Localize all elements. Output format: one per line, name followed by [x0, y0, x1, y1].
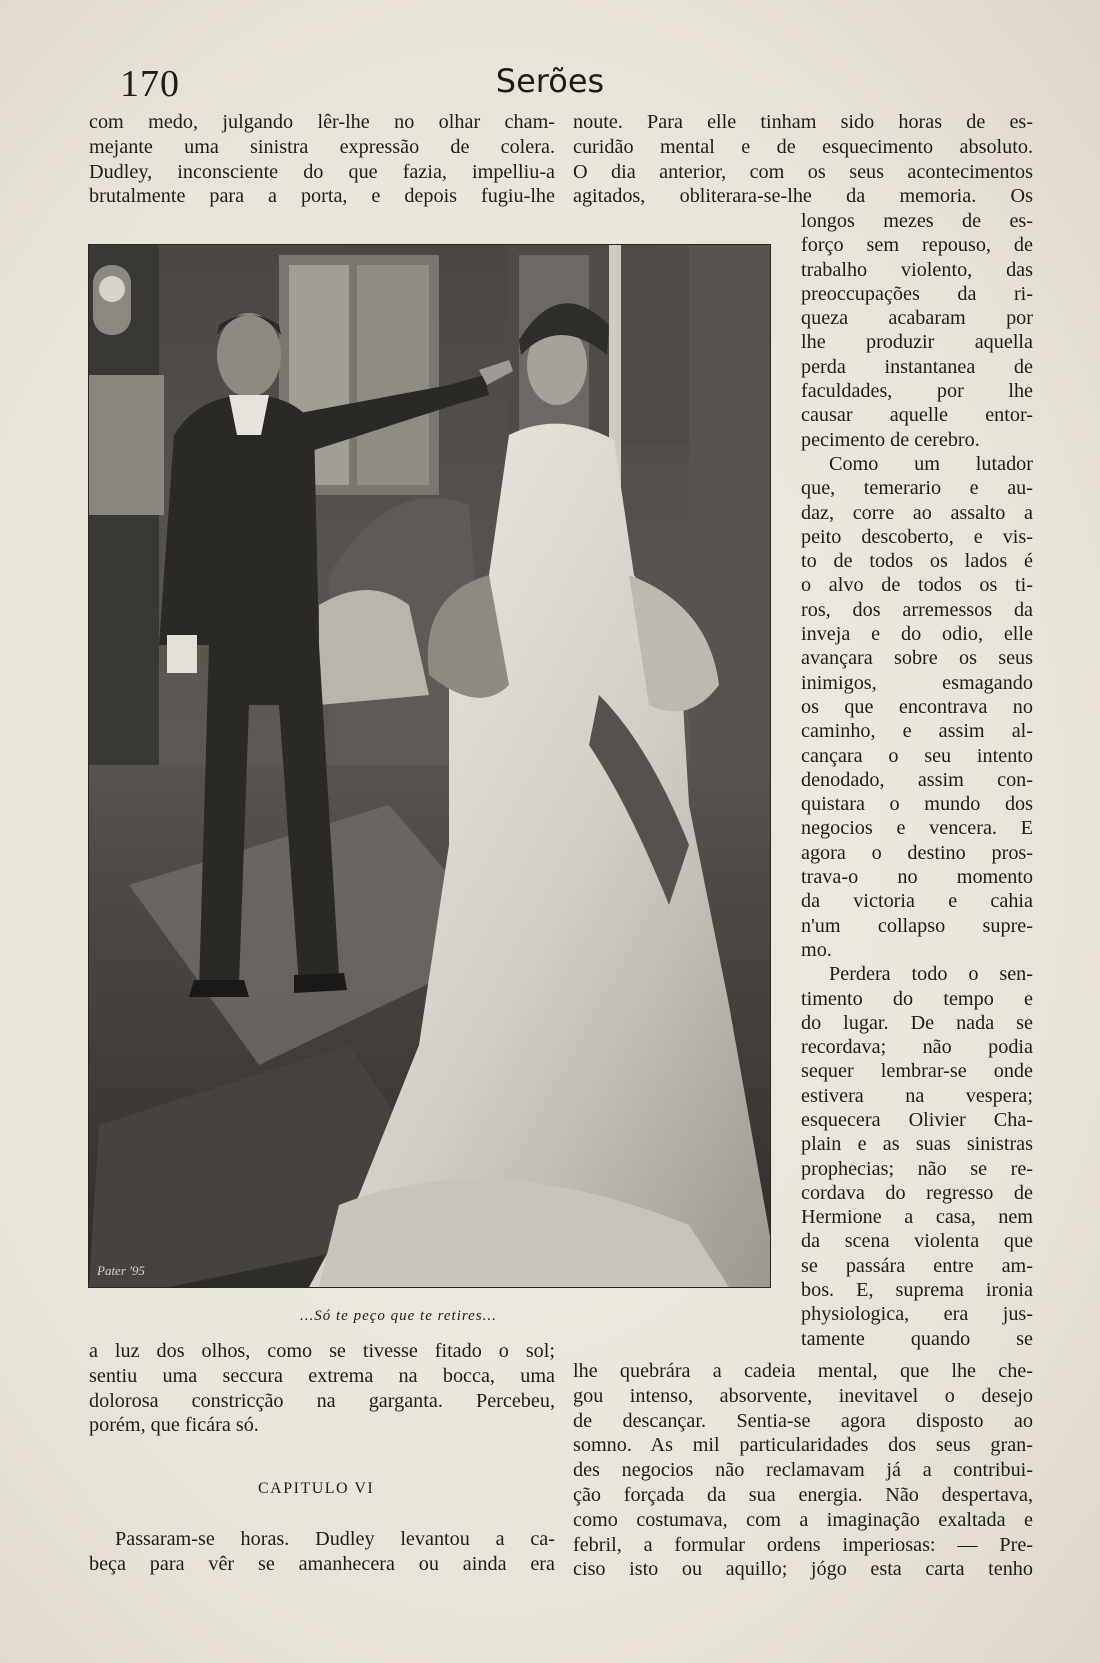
- text-line: Perdera todo o sen-: [829, 963, 1033, 986]
- text-line: do lugar. De nada se: [801, 1011, 1033, 1034]
- text-line: perda instantanea de: [801, 355, 1033, 378]
- text-line: denodado, assim con-: [801, 768, 1033, 791]
- text-line: os que encontrava no: [801, 695, 1033, 718]
- text-line: Como um lutador: [829, 452, 1033, 475]
- text-line: febril, a formular ordens imperiosas: — Pre-: [573, 1533, 1033, 1556]
- text-line: como costumava, com a imaginação exaltada e: [573, 1508, 1033, 1531]
- text-line: avançara sobre os seus: [801, 647, 1033, 670]
- text-line: longos mezes de es-: [801, 210, 1033, 232]
- text-line: faculdades, por lhe: [801, 380, 1033, 403]
- text-line: negocios e vencera. E: [801, 817, 1033, 840]
- text-line: n'um collapso supre-: [801, 914, 1033, 937]
- text-line: sequer lembrar-se onde: [801, 1060, 1033, 1083]
- text-line: com medo, julgando lêr-lhe no olhar cham-: [89, 111, 555, 133]
- text-line: pecimento de cerebro.: [801, 428, 980, 451]
- text-line: cordava do regresso de: [801, 1181, 1033, 1204]
- text-line: noute. Para elle tinham sido horas de es-: [573, 111, 1033, 133]
- left-bottom-paragraph: [89, 1339, 555, 1438]
- text-line: se passára entre am-: [801, 1254, 1033, 1277]
- text-line: agora o destino pros-: [801, 841, 1033, 864]
- right-top-paragraph: [573, 110, 1033, 209]
- text-line: mo.: [801, 938, 832, 961]
- illustration: [88, 244, 771, 1288]
- text-line: sentiu uma seccura extrema na bocca, uma: [89, 1364, 555, 1387]
- text-line: inimigos, esmagando: [801, 671, 1033, 694]
- illustration-caption: ...Só te peço que te retires...: [300, 1308, 497, 1324]
- text-line: prophecias; não se re-: [801, 1157, 1033, 1180]
- text-line: trava-o no momento: [801, 866, 1033, 889]
- text-line: dolorosa constricção na garganta. Percebeu,: [89, 1389, 555, 1412]
- text-line: o alvo de todos os ti-: [801, 574, 1033, 597]
- text-line: de descançar. Sentia-se agora disposto ao: [573, 1409, 1033, 1432]
- text-line: tamente quando se: [801, 1327, 1033, 1350]
- text-line: Dudley, inconsciente do que fazia, impelliu-a: [89, 160, 555, 183]
- text-line: beça para vêr se amanhecera ou ainda era: [89, 1552, 555, 1575]
- text-line: plain e as suas sinistras: [801, 1133, 1033, 1156]
- text-line: brutalmente para a porta, e depois fugiu-lhe: [89, 185, 555, 208]
- text-line: esquecera Olivier Cha-: [801, 1108, 1033, 1131]
- text-line: que, temerario e au-: [801, 477, 1033, 500]
- text-line: physiologica, era jus-: [801, 1303, 1033, 1326]
- text-line: inveja e do odio, elle: [801, 623, 1033, 646]
- text-line: recordava; não podia: [801, 1036, 1033, 1059]
- text-line: forço sem repouso, de: [801, 234, 1033, 257]
- text-line: causar aquelle entor-: [801, 404, 1033, 427]
- text-line: ros, dos arremessos da: [801, 598, 1033, 621]
- right-bottom-paragraph: [573, 1359, 1033, 1582]
- text-line: curidão mental e de esquecimento absoluto.: [573, 135, 1033, 158]
- text-line: somno. As mil particularidades dos seus gran-: [573, 1434, 1033, 1457]
- page-number: 170: [120, 63, 180, 105]
- text-line: estivera na vespera;: [801, 1084, 1033, 1107]
- left-top-paragraph: [89, 110, 555, 209]
- text-line: Hermione a casa, nem: [801, 1206, 1033, 1229]
- illustration-drawing: [89, 245, 770, 1287]
- text-line: gou intenso, absorvente, inevitavel o desejo: [573, 1384, 1033, 1407]
- text-line: ção forçada da sua energia. Não despertava,: [573, 1483, 1033, 1506]
- text-line: lhe quebrára a cadeia mental, que lhe che-: [573, 1360, 1033, 1382]
- text-line: da victoria e cahia: [801, 890, 1033, 913]
- running-title: Serões: [495, 62, 605, 100]
- text-line: des negocios não reclamavam já a contribui-: [573, 1459, 1033, 1482]
- text-line: trabalho violento, das: [801, 258, 1033, 281]
- text-line: quistara o mundo dos: [801, 793, 1033, 816]
- text-line: cançara o seu intento: [801, 744, 1033, 767]
- right-narrow-column: [801, 209, 1033, 1351]
- text-line: to de todos os lados é: [801, 550, 1033, 573]
- text-line: peito descoberto, e vis-: [801, 525, 1033, 548]
- text-line: agitados, obliterara-se-lhe da memoria. Os: [573, 185, 1033, 208]
- left-chapter-paragraph: [89, 1527, 555, 1577]
- text-line: Passaram-se horas. Dudley levantou a ca-: [115, 1528, 555, 1550]
- text-line: bos. E, suprema ironia: [801, 1279, 1033, 1302]
- text-line: ciso isto ou aquillo; jógo esta carta tenho: [573, 1558, 1033, 1581]
- artist-signature: Pater '95: [97, 1263, 145, 1278]
- text-line: daz, corre ao assalto a: [801, 501, 1033, 524]
- text-line: a luz dos olhos, como se tivesse fitado o sol;: [89, 1340, 555, 1362]
- text-line: queza acabaram por: [801, 307, 1033, 330]
- text-line: lhe produzir aquella: [801, 331, 1033, 354]
- text-line: preoccupações da ri-: [801, 282, 1033, 305]
- text-line: timento do tempo e: [801, 987, 1033, 1010]
- text-line: caminho, e assim al-: [801, 720, 1033, 743]
- chapter-heading: CAPITULO VI: [258, 1480, 375, 1497]
- text-line: porém, que ficára só.: [89, 1414, 259, 1437]
- text-line: mejante uma sinistra expressão de colera.: [89, 135, 555, 158]
- text-line: O dia anterior, com os seus acontecimentos: [573, 160, 1033, 183]
- text-line: da scena violenta que: [801, 1230, 1033, 1253]
